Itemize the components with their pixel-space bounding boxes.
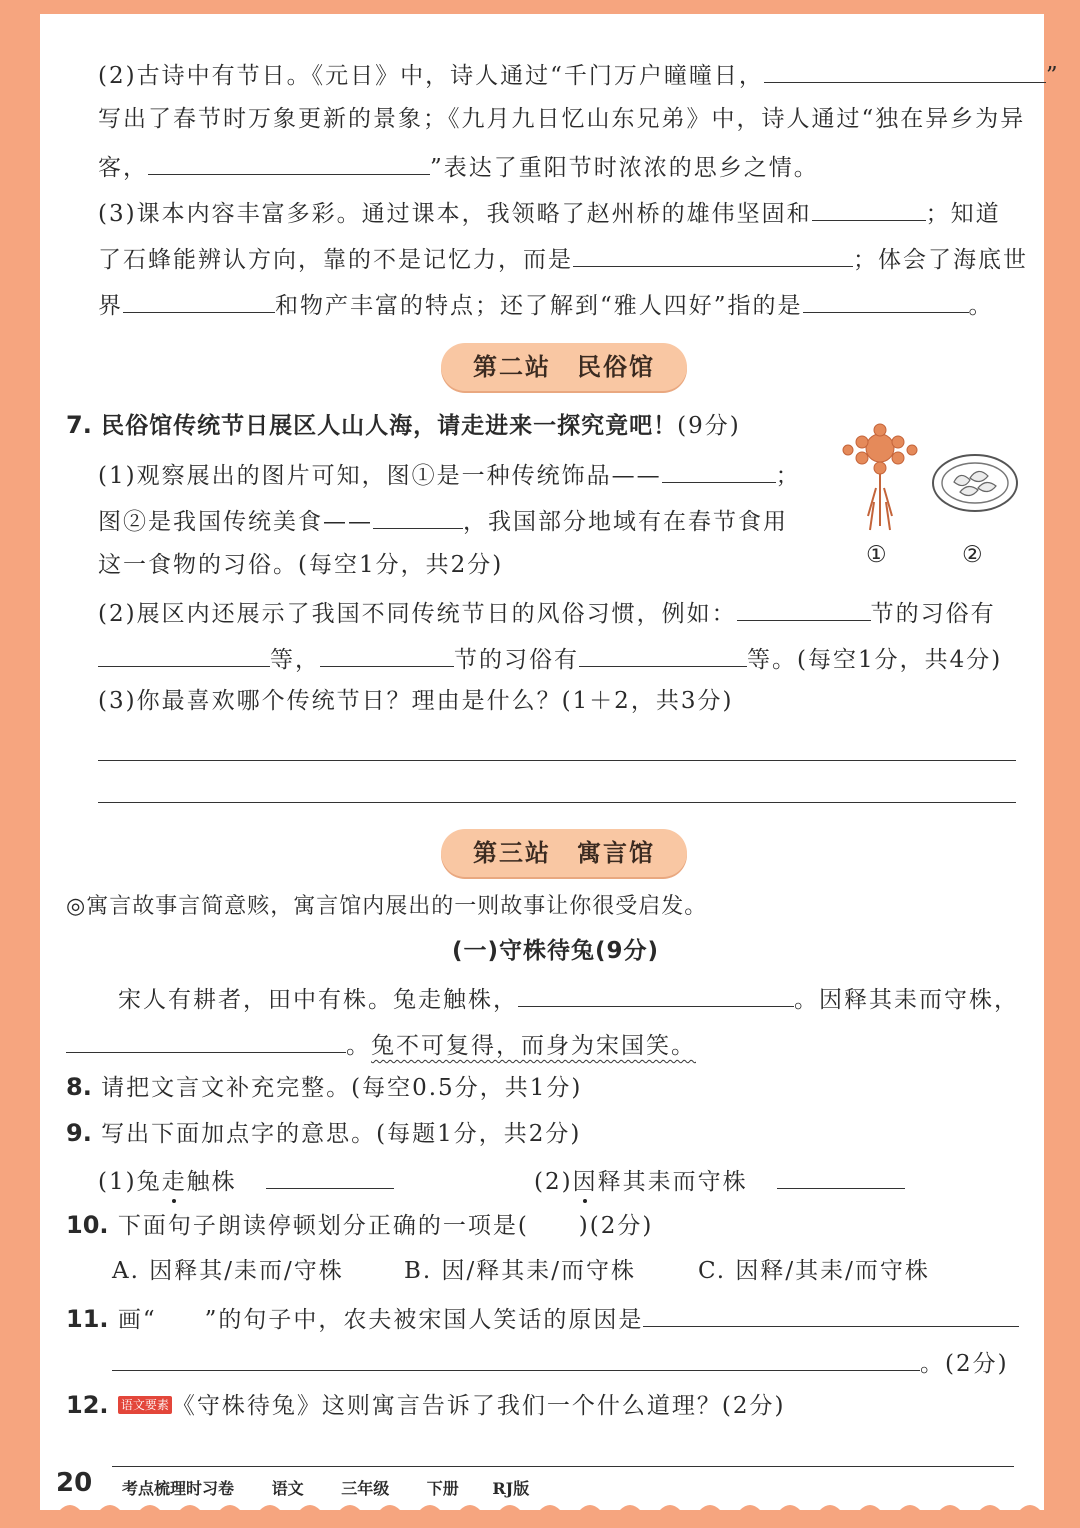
page-frame-bottom (0, 1500, 1080, 1528)
footer-volume: 下册 (426, 1479, 459, 1498)
question-text: 下面句子朗读停顿划分正确的一项是( )(2分) (117, 1213, 654, 1239)
q7-text: ； (775, 463, 801, 489)
question-text: 写出下面加点字的意思。(每题1分，共2分) (101, 1121, 582, 1147)
q8 (66, 1072, 582, 1103)
q7-text: 等。(每空1分，共4分) (747, 647, 1003, 673)
q6-text: 了石蜂能辨认方向，靠的不是记忆力，而是 (98, 247, 573, 273)
q6-part3-line1 (98, 196, 1001, 229)
answer-line[interactable] (98, 760, 1016, 761)
question-text: ”的句子中，农夫被宋国人笑话的原因是 (204, 1307, 644, 1333)
q6-text: (3)课本内容丰富多彩。通过课本，我领略了赵州桥的雄伟坚固和 (98, 201, 812, 227)
q7-part2-line1 (98, 596, 996, 629)
station-3-heading: 第三站 寓言馆 (441, 829, 687, 877)
question-text: 画“ (117, 1307, 157, 1333)
question-text: 请把文言文补充完整。(每空0.5分，共1分) (101, 1075, 583, 1101)
dumplings-plate-image (930, 452, 1020, 514)
q6-part2-line3 (98, 150, 819, 183)
q10-option-a[interactable]: A. 因释其/耒而/守株 (112, 1258, 344, 1284)
question-number: 8. (66, 1073, 92, 1101)
chinese-knot-image (840, 418, 920, 534)
q6-text: 。 (968, 293, 994, 319)
quote-close: ” (1045, 63, 1060, 89)
q7-text: 节的习俗有 (870, 601, 996, 627)
fable-text-line1 (118, 982, 1019, 1015)
question-text: 《守株待兔》这则寓言告诉了我们一个什么道理？(2分) (171, 1393, 786, 1419)
footer-book-title: 考点梳理时习卷 (122, 1479, 235, 1498)
question-number: 11. (66, 1305, 109, 1333)
wavy-underlined-sentence: 兔不可复得，而身为宋国笑。 (371, 1033, 696, 1059)
answer-blank[interactable] (573, 242, 853, 267)
answer-blank[interactable] (812, 196, 926, 221)
q7-text: (1)观察展出的图片可知，图①是一种传统饰品—— (98, 463, 662, 489)
answer-blank[interactable] (66, 1028, 346, 1053)
footer-grade: 三年级 (341, 1479, 390, 1498)
fable-text-line2 (66, 1028, 696, 1061)
q6-part3-line3 (98, 288, 994, 321)
q6-part2-text: (2)古诗中有节日。《元日》中，诗人通过“千门万户曈曈日， (98, 63, 764, 89)
answer-blank[interactable] (373, 504, 463, 529)
page-number: 20 (56, 1468, 93, 1498)
q7-part3: (3)你最喜欢哪个传统节日？理由是什么？(1＋2，共3分) (98, 688, 734, 714)
q9-text: 触株 (186, 1169, 237, 1195)
fable-text: 宋人有耕者，田中有株。兔走触株， (118, 987, 518, 1013)
answer-blank[interactable] (112, 1346, 920, 1371)
answer-blank[interactable] (320, 642, 454, 667)
question-score: 。(2分) (920, 1351, 1009, 1377)
footer-subject: 语文 (271, 1479, 304, 1498)
answer-blank[interactable] (123, 288, 275, 313)
station-2-heading: 第二站 民俗馆 (441, 343, 687, 391)
q7-text: 节的习俗有 (454, 647, 579, 673)
wavy-line-sample (157, 1305, 205, 1335)
figure-2-label: ② (962, 542, 985, 568)
answer-blank[interactable] (98, 642, 270, 667)
answer-blank[interactable] (518, 982, 794, 1007)
question-title: 民俗馆传统节日展区人山人海，请走进来一探究竟吧！ (101, 413, 678, 439)
answer-blank[interactable] (662, 458, 776, 483)
footer-book-info (122, 1476, 529, 1499)
question-score: (9分) (677, 413, 741, 439)
q9-text: (1)兔 (98, 1169, 162, 1195)
answer-blank[interactable] (764, 58, 1046, 83)
figure-1-label: ① (866, 542, 889, 568)
dotted-character: 因 (572, 1169, 598, 1195)
fable-text: 。因释其耒而守株， (794, 987, 1019, 1013)
q6-part3-line2 (98, 242, 1028, 275)
q7-part2-line2 (98, 642, 1002, 675)
fable-title: (一)守株待兔(9分) (452, 938, 660, 964)
answer-blank[interactable] (737, 596, 871, 621)
fable-intro: ◎寓言故事言简意赅，寓言馆内展出的一则故事让你很受启发。 (66, 894, 708, 919)
literacy-element-tag: 语文要素 (118, 1396, 172, 1414)
dotted-character: 走 (161, 1169, 187, 1195)
q7-part1-line3: 这一食物的习俗。(每空1分，共2分) (98, 552, 504, 578)
q7-part1-line2 (98, 504, 788, 537)
q9-item-b (534, 1164, 905, 1197)
answer-blank[interactable] (266, 1164, 394, 1189)
fable-text: 。 (346, 1033, 371, 1059)
page-frame-left (0, 0, 48, 1528)
q9-item-a (98, 1164, 394, 1197)
q6-text: 客， (98, 155, 148, 181)
q7-text: 等， (270, 647, 320, 673)
footer-edition: RJ版 (492, 1479, 530, 1498)
q6-text: 和物产丰富的特点；还了解到“雅人四好”指的是 (275, 293, 803, 319)
answer-line[interactable] (112, 1466, 1014, 1467)
question-number: 10. (66, 1211, 109, 1239)
page-frame-right (1038, 0, 1080, 1528)
q7-text: (2)展区内还展示了我国不同传统节日的风俗习惯，例如： (98, 601, 737, 627)
answer-blank[interactable] (777, 1164, 905, 1189)
q6-text: ；知道 (925, 201, 1001, 227)
answer-blank[interactable] (579, 642, 747, 667)
q9-text: (2) (534, 1169, 573, 1195)
q7-title (66, 410, 741, 441)
q10-option-c[interactable]: C. 因释/其耒/而守株 (698, 1258, 930, 1284)
q6-text: ”表达了重阳节时浓浓的思乡之情。 (430, 155, 819, 181)
question-number: 7. (66, 411, 92, 439)
answer-blank[interactable] (643, 1302, 1019, 1327)
question-number: 9. (66, 1119, 92, 1147)
q6-part2-line1 (98, 58, 1060, 91)
q7-text: ，我国部分地域有在春节食用 (463, 509, 788, 535)
q7-part1-line1 (98, 458, 801, 491)
q11 (66, 1302, 1019, 1335)
answer-blank[interactable] (148, 150, 430, 175)
q12 (66, 1390, 785, 1421)
q6-part2-line2: 写出了春节时万象更新的景象；《九月九日忆山东兄弟》中，诗人通过“独在异乡为异 (98, 106, 1026, 132)
answer-line[interactable] (98, 802, 1016, 803)
answer-blank[interactable] (803, 288, 969, 313)
q6-text: ；体会了海底世 (853, 247, 1028, 273)
q11-line2 (112, 1346, 1009, 1379)
q9-text: 释其耒而守株 (597, 1169, 748, 1195)
question-number: 12. (66, 1391, 109, 1419)
q10 (66, 1210, 653, 1241)
q10-option-b[interactable]: B. 因/释其耒/而守株 (404, 1258, 637, 1284)
q6-text: 界 (98, 293, 123, 319)
q9 (66, 1118, 581, 1149)
q7-text: 图②是我国传统美食—— (98, 509, 373, 535)
